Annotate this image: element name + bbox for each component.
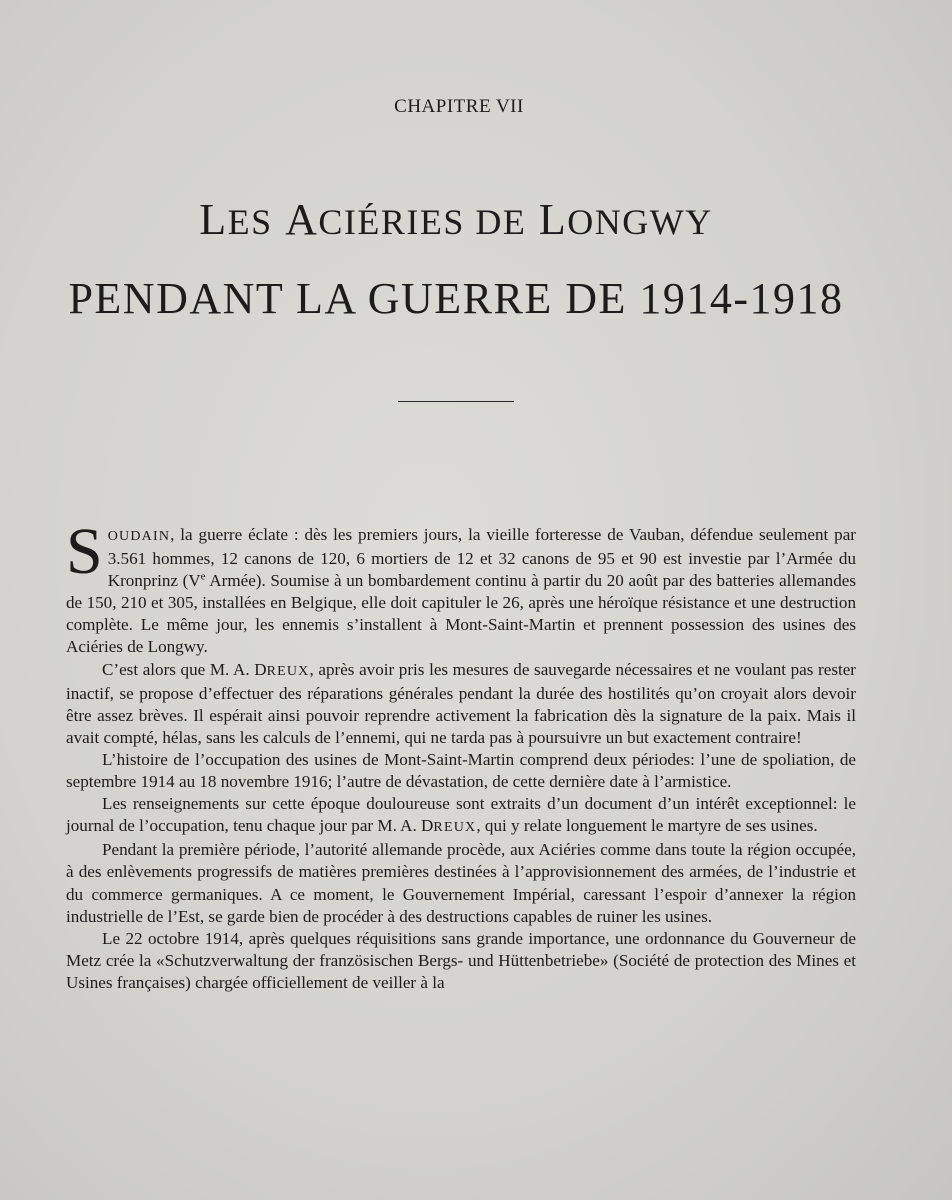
paragraph-1-text-a: , la guerre éclate : dès les premiers jours, la vieille forteresse de Vauban, défendue seulement par 3.561 hommes, 12 canons de 120, 6 mortiers de 12 et 32 canons de 95 et 90 est investie par l’Armée du Kronprinz (V — [107, 525, 856, 591]
paragraph-2-name: REUX — [266, 663, 310, 679]
title-years: 1914-1918 — [639, 274, 844, 323]
title-cap-2: A — [285, 195, 319, 244]
paragraph-4-name: REUX — [433, 820, 477, 836]
paragraph-3: L’histoire de l’occupation des usines de Mont-Saint-Martin comprend deux périodes: l’une de spoliation, de septembre 1914 au 18 novembre 1916; l’autre de dévastation, de cette dernière date à l’armistice. — [66, 749, 856, 792]
title-sc-3: ONGWY — [567, 202, 713, 242]
title-line-2-text: PENDANT LA GUERRE DE — [68, 274, 627, 323]
title-sc-2: CIÉRIES DE — [318, 202, 527, 242]
paragraph-4-text-b: , qui y relate longuement le martyre de ses usines. — [476, 816, 818, 836]
title-line-1 — [0, 195, 912, 244]
title-cap-3: L — [538, 195, 568, 244]
title-divider — [398, 401, 514, 402]
title-sc-1: ES — [227, 202, 273, 242]
paragraph-4 — [66, 793, 856, 839]
paragraph-1-sup: e — [200, 570, 206, 583]
drop-cap: S — [66, 515, 103, 588]
chapter-heading: CHAPITRE VII — [394, 96, 524, 117]
chapter-body — [66, 515, 856, 994]
paragraph-2-text-a: C’est alors que M. A. D — [102, 659, 267, 679]
paragraph-6: Le 22 octobre 1914, après quelques réquisitions sans grande importance, une ordonnance du Gouverneur de Metz crée la «Schutzverwaltung der französischen Bergs- und Hüttenbetriebe» (Société de protection des Mines et Usines françaises) chargée officiellement de veiller à la — [66, 928, 856, 992]
paragraph-5: Pendant la première période, l’autorité allemande procède, aux Aciéries comme dans toute la région occupée, à des enlèvements progressifs de matières premières destinées à l’approvisionnement des armées, de l’industrie et du commerce germaniques. A ce moment, le Gouvernement Impérial, caressant l’espoir d’annexer la région industrielle de l’Est, se garde bien de procéder à des destructions capables de ruiner les usines. — [66, 840, 856, 926]
paragraph-1 — [66, 515, 856, 659]
paragraph-4-text-a: Les renseignements sur cette époque douloureuse sont extraits d’un document d’un intérêt exceptionnel: le journal de l’occupation, tenu chaque jour par M. A. D — [66, 794, 856, 836]
paragraph-1-text-b: Armée). Soumise à un bombardement continu à partir du 20 août par des batteries allemandes de 150, 210 et 305, installées en Belgique, elle doit capituler le 26, après une héroïque résistance et une destruction complète. Le même jour, les ennemis s’installent à Mont-Saint-Martin et prennent possession des usines des Aciéries de Longwy. — [66, 571, 856, 657]
paragraph-1-lead: OUDAIN — [107, 529, 171, 544]
paragraph-2-text-b: , après avoir pris les mesures de sauvegarde nécessaires et ne voulant pas rester inactif, se propose d’effectuer des réparations générales pendant la durée des hostilités qu’on croyait alors devoir être assez brèves. Il espérait ainsi pouvoir reprendre activement la fabrication dès la signature de la paix. Mais il avait compté, hélas, sans les calculs de l’ennemi, qui ne tarda pas à poursuivre un but exactement contraire! — [66, 659, 856, 747]
paragraph-2 — [66, 659, 856, 749]
title-cap-1: L — [199, 195, 228, 244]
title-line-2 — [0, 274, 912, 323]
